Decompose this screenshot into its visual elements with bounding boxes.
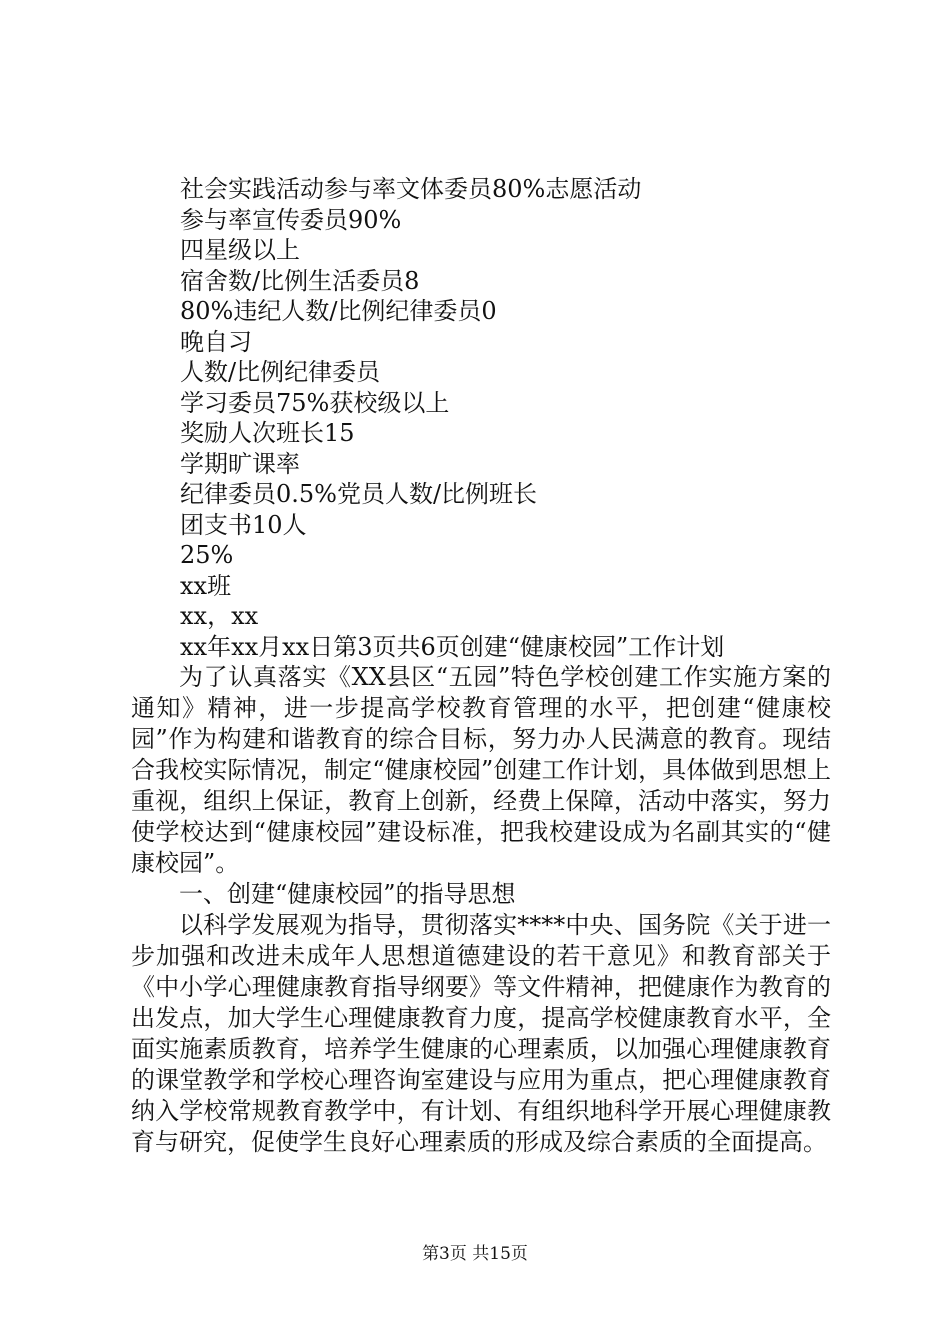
fragment-line: xx班	[180, 571, 232, 600]
document-body	[131, 662, 831, 1158]
fragment-line: 人数/比例纪律委员	[180, 358, 381, 386]
intro-paragraph: 为了认真落实《XX县区“五园”特色学校创建工作实施方案的通知》精神，进一步提高学校教育管理的水平，把创建“健康校园”作为构建和谐教育的综合目标，努力办人民满意的教育。现结合我校实际情况，制定“健康校园”创建工作计划，具体做到思想上重视，组织上保证，教育上创新，经费上保障，活动中落实，努力使学校达到“健康校园”建设标准，把我校建设成为名副其实的“健康校园”。	[131, 663, 831, 877]
fragment-line: 25%	[180, 541, 234, 569]
page-footer: 第3页 共15页	[422, 1244, 528, 1264]
guiding-thought-paragraph: 以科学发展观为指导，贯彻落实****中央、国务院《关于进一步加强和改进未成年人思想道德建设的若干意见》和教育部关于《中小学心理健康教育指导纲要》等文件精神，把健康作为教育的出发点，加大学生心理健康教育力度，提高学校健康教育水平，全面实施素质教育，培养学生健康的心理素质，以加强心理健康教育的课堂教学和学校心理咨询室建设与应用为重点，把心理健康教育纳入学校常规教育教学中，有计划、有组织地科学开展心理健康教育与研究，促使学生良好心理素质的形成及综合素质的全面提高。	[131, 911, 831, 1156]
fragment-line: 团支书10人	[180, 510, 307, 539]
fragment-line: 参与率宣传委员90%	[180, 205, 402, 234]
fragment-line: 宿舍数/比例生活委员8	[180, 266, 420, 295]
fragment-line: 晚自习	[180, 327, 252, 356]
fragment-line: xx，xx	[180, 602, 259, 630]
fragment-line: 学习委员75%获校级以上	[180, 388, 450, 417]
fragment-line: 奖励人次班长15	[180, 419, 355, 447]
fragment-line: 纪律委员0.5%党员人数/比例班长	[180, 480, 538, 508]
section-heading: 一、创建“健康校园”的指导思想	[179, 880, 516, 908]
fragment-line-list	[180, 174, 880, 662]
fragment-line: 学期旷课率	[180, 449, 300, 478]
date-and-title-line: xx年xx月xx日第3页共6页创建“健康校园”工作计划	[180, 632, 725, 661]
fragment-line: 80%违纪人数/比例纪律委员0	[180, 297, 497, 325]
fragment-line: 四星级以上	[180, 236, 300, 264]
fragment-line: 社会实践活动参与率文体委员80%志愿活动	[180, 175, 642, 203]
